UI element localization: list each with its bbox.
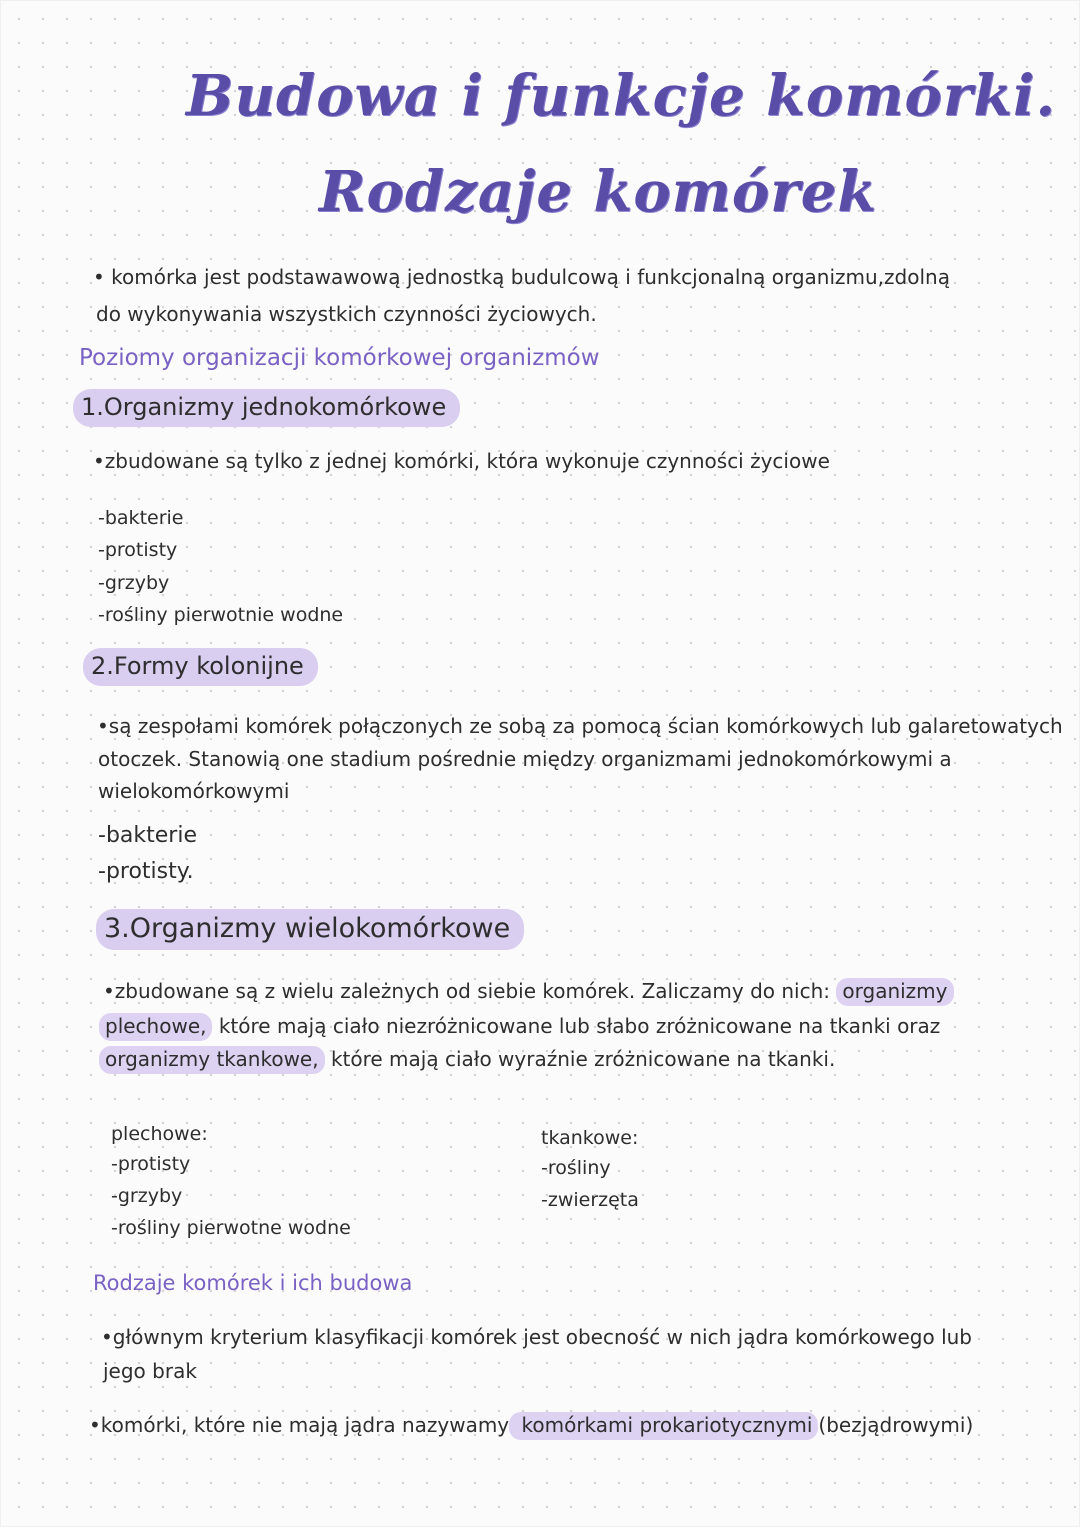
section-1-item: -grzyby (98, 572, 170, 594)
section-3-line-1-text: •zbudowane są z wielu zależnych od siebie komórek. Zaliczamy do nich: (103, 979, 831, 1003)
section-2-description-line: •są zespołami komórek połączonych ze sobą za pomocą ścian komórkowych lub galaretowatych (97, 714, 1063, 738)
section-2-item: -protisty. (98, 859, 194, 884)
section-1-item: -rośliny pierwotnie wodne (98, 604, 344, 626)
plechowe-label: plechowe: (111, 1123, 208, 1145)
prokaryotic-text: •komórki, które nie mają jądra nazywamy (89, 1413, 510, 1437)
highlight-organizmy: organizmy (836, 978, 953, 1006)
section-3-line-1 (103, 981, 954, 1001)
plechowe-item: -rośliny pierwotne wodne (111, 1217, 351, 1239)
plechowe-item: -protisty (111, 1153, 191, 1175)
tkankowe-label: tkankowe: (541, 1127, 639, 1149)
section-3-line-2 (99, 1016, 940, 1036)
highlight-plechowe: plechowe, (99, 1013, 212, 1041)
levels-heading: Poziomy organizacji komórkowej organizmów (79, 345, 600, 371)
section-3-heading: 3.Organizmy wielokomórkowe (96, 909, 524, 950)
section-3-line-3-text: które mają ciało wyraźnie zróżnicowane na tkanki. (324, 1047, 836, 1071)
section-2-heading: 2.Formy kolonijne (83, 648, 318, 686)
title-line-1: Budowa i funkcje komórki. (186, 63, 1056, 129)
section-3-line-3 (99, 1049, 835, 1069)
highlight-prokaryotic: komórkami prokariotycznymi (509, 1412, 818, 1440)
tkankowe-item: -zwierzęta (541, 1189, 639, 1211)
prokaryotic-suffix: (bezjądrowymi) (818, 1413, 974, 1437)
section-2-description-line: wielokomórkowymi (98, 779, 290, 803)
title-line-2: Rodzaje komórek (319, 159, 878, 225)
criterion-line-1: •głównym kryterium klasyfikacji komórek jest obecność w nich jądra komórkowego lub (101, 1325, 973, 1349)
section-2-description-line: otoczek. Stanowią one stadium pośrednie między organizmami jednokomórkowymi a (98, 747, 952, 771)
tkankowe-item: -rośliny (541, 1157, 611, 1179)
section-1-item: -protisty (98, 539, 178, 561)
cell-types-heading: Rodzaje komórek i ich budowa (93, 1271, 413, 1295)
highlight-organizmy-tkankowe: organizmy tkankowe, (99, 1046, 325, 1074)
section-3-line-2-text: które mają ciało niezróżnicowane lub słabo zróżnicowane na tkanki oraz (212, 1014, 941, 1038)
intro-line-2: do wykonywania wszystkich czynności życiowych. (96, 302, 597, 326)
section-1-description: •zbudowane są tylko z jednej komórki, która wykonuje czynności życiowe (93, 449, 830, 473)
plechowe-item: -grzyby (111, 1185, 183, 1207)
section-1-item: -bakterie (98, 507, 184, 529)
section-2-item: -bakterie (98, 823, 197, 848)
section-1-heading: 1.Organizmy jednokomórkowe (73, 389, 460, 427)
intro-line-1: • komórka jest podstawawową jednostką budulcową i funkcjonalną organizmu,zdolną (93, 265, 950, 289)
prokaryotic-line (89, 1415, 973, 1435)
criterion-line-2: jego brak (103, 1359, 197, 1383)
